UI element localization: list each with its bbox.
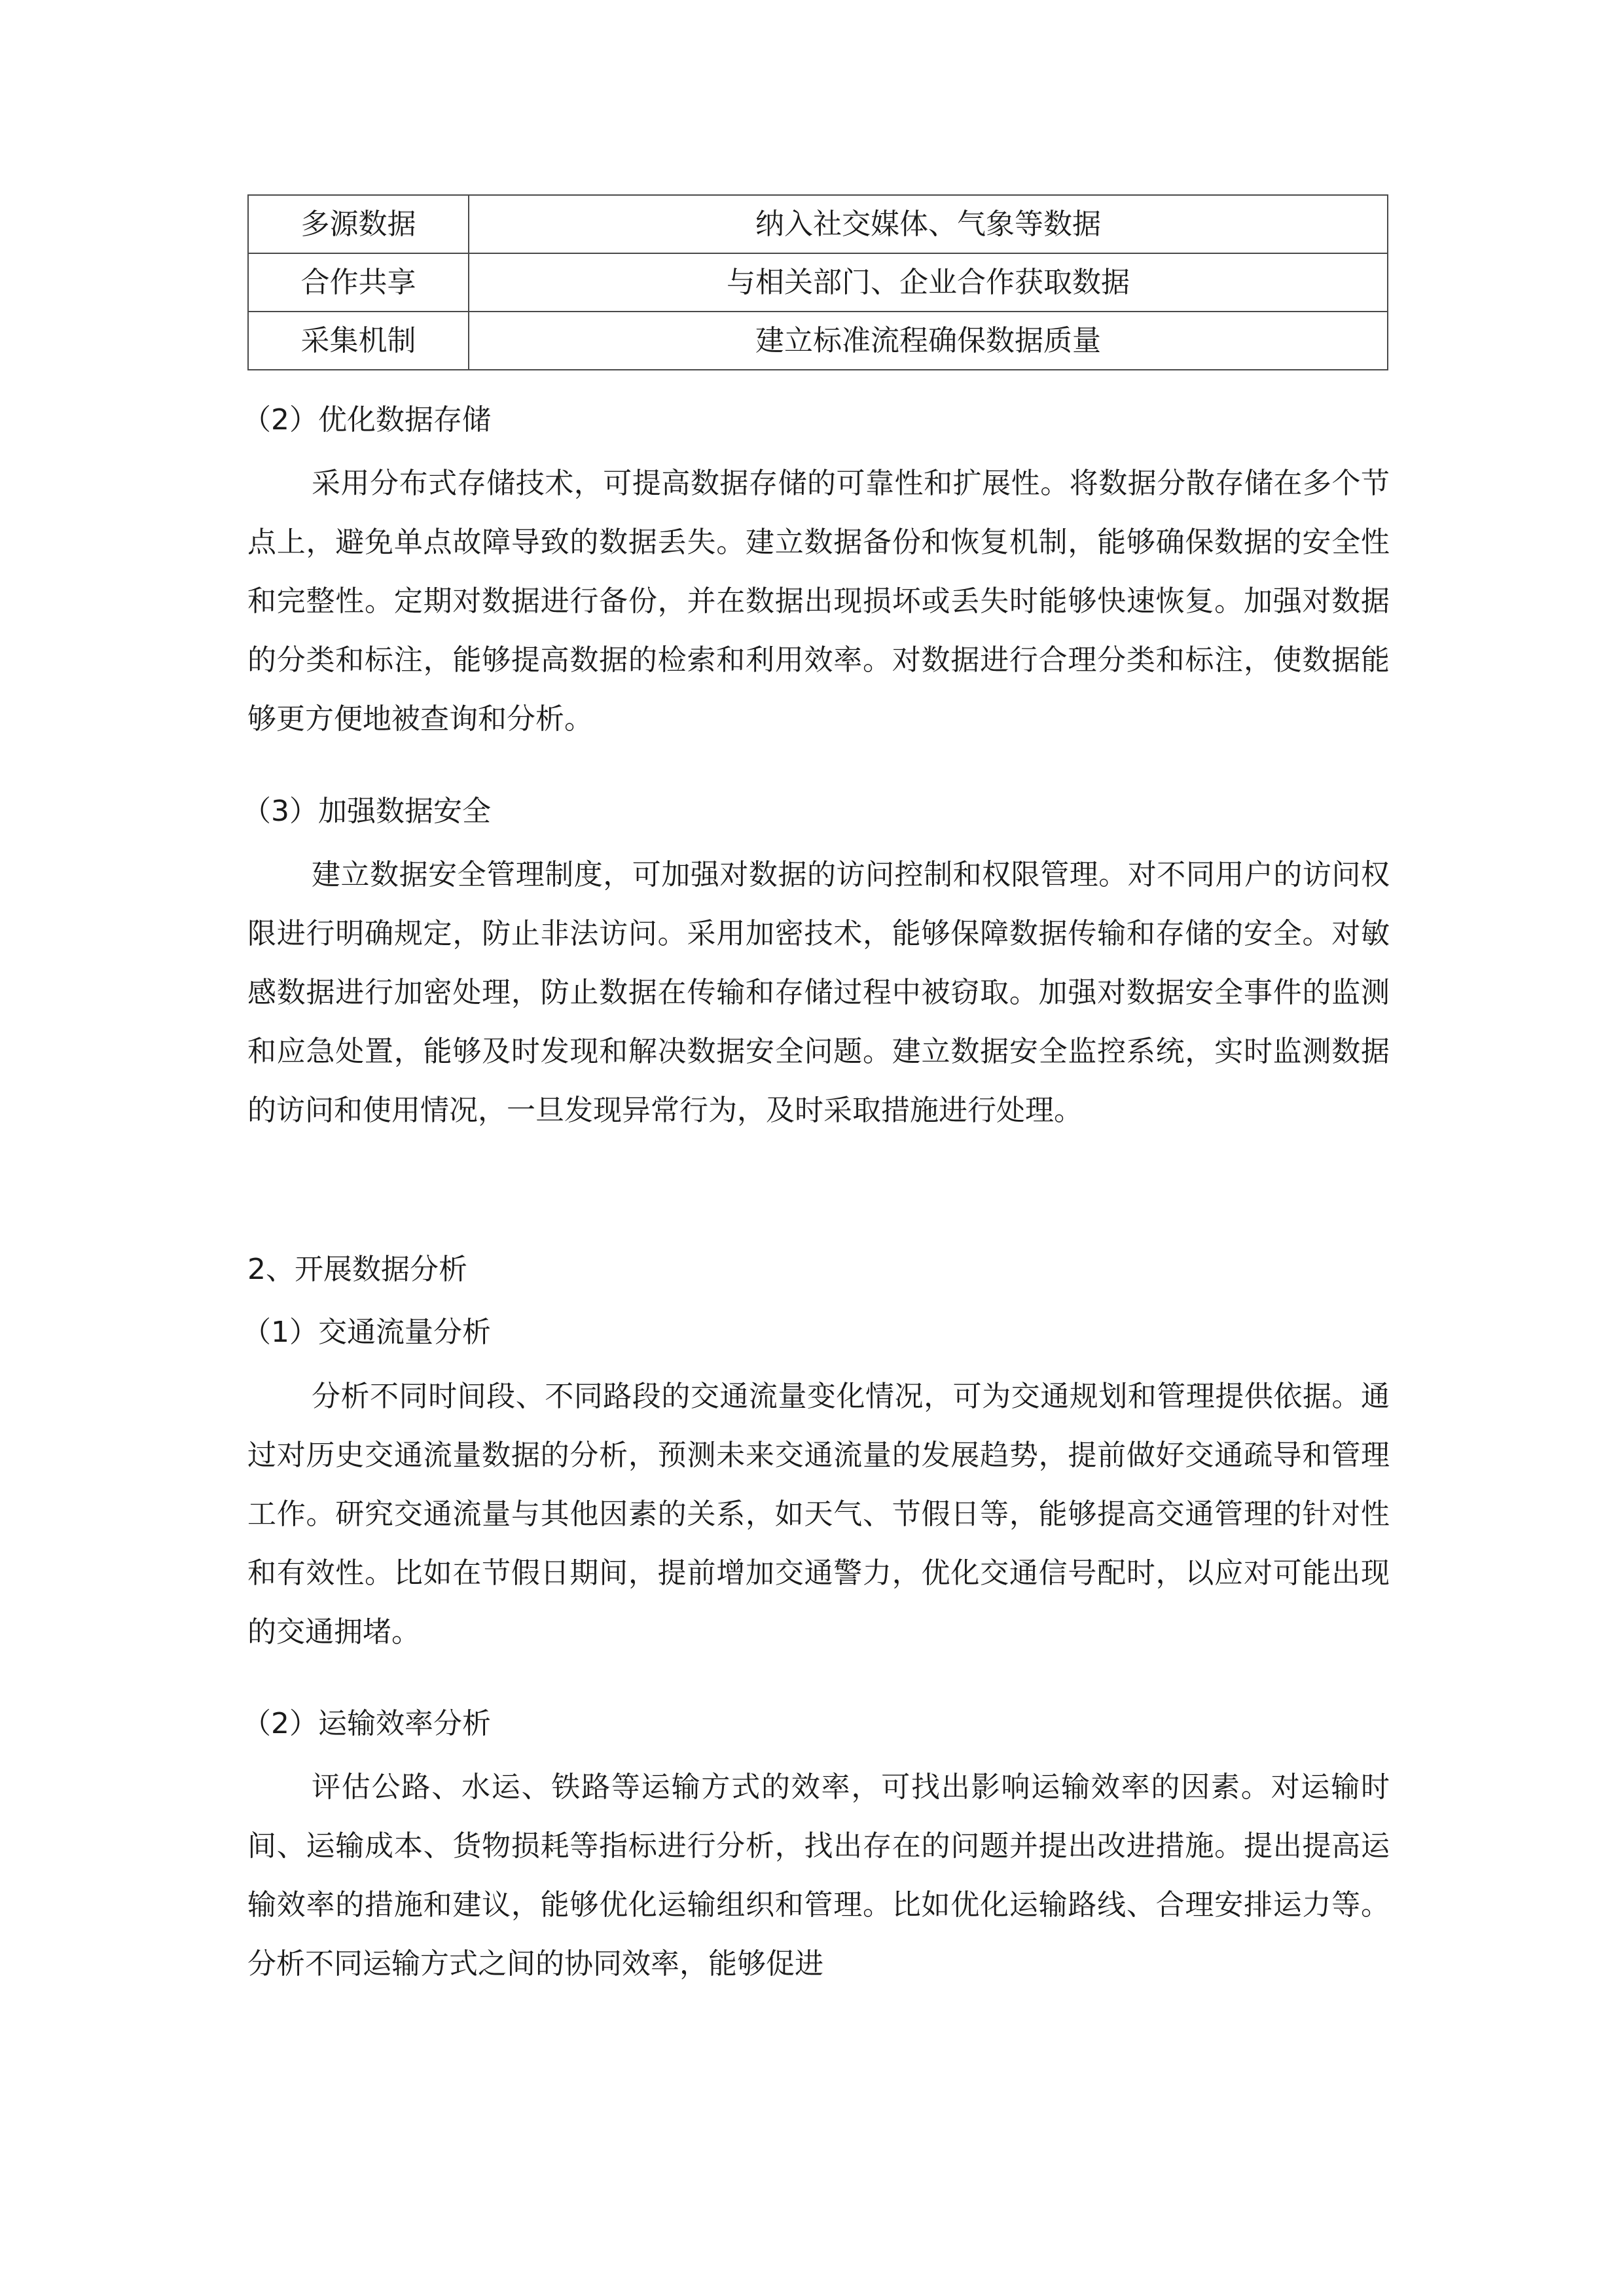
paragraph-storage: 采用分布式存储技术，可提高数据存储的可靠性和扩展性。将数据分散存储在多个节点上，避免单点故障导致的数据丢失。建立数据备份和恢复机制，能够确保数据的安全性和完整性。定期对数据进行备份，并在数据出现损坏或丢失时能够快速恢复。加强对数据的分类和标注，能够提高数据的检索和利用效率。对数据进行合理分类和标注，使数据能够更方便地被查询和分析。 xyxy=(247,467,1390,736)
table-row xyxy=(248,253,1388,312)
table-cell-value: 纳入社交媒体、气象等数据 xyxy=(469,195,1388,253)
section-heading-transport-efficiency: （2）运输效率分析 xyxy=(242,1707,491,1740)
section-heading-data-analysis: 2、开展数据分析 xyxy=(247,1253,467,1286)
section-heading-traffic-flow: （1）交通流量分析 xyxy=(242,1316,491,1349)
paragraph-traffic-flow: 分析不同时间段、不同路段的交通流量变化情况，可为交通规划和管理提供依据。通过对历史交通流量数据的分析，预测未来交通流量的发展趋势，提前做好交通疏导和管理工作。研究交通流量与其他因素的关系，如天气、节假日等，能够提高交通管理的针对性和有效性。比如在节假日期间，提前增加交通警力，优化交通信号配时，以应对可能出现的交通拥堵。 xyxy=(247,1380,1390,1649)
data-collection-table xyxy=(247,194,1388,370)
table-cell-label: 采集机制 xyxy=(248,312,469,370)
section-heading-storage: （2）优化数据存储 xyxy=(242,403,491,437)
table-row xyxy=(248,195,1388,253)
table-cell-value: 与相关部门、企业合作获取数据 xyxy=(469,253,1388,312)
table-row xyxy=(248,312,1388,370)
section-heading-security: （3）加强数据安全 xyxy=(242,795,491,828)
table-cell-label: 多源数据 xyxy=(248,195,469,253)
table-cell-label: 合作共享 xyxy=(248,253,469,312)
paragraph-security: 建立数据安全管理制度，可加强对数据的访问控制和权限管理。对不同用户的访问权限进行明确规定，防止非法访问。采用加密技术，能够保障数据传输和存储的安全。对敏感数据进行加密处理，防止数据在传输和存储过程中被窃取。加强对数据安全事件的监测和应急处置，能够及时发现和解决数据安全问题。建立数据安全监控系统，实时监测数据的访问和使用情况，一旦发现异常行为，及时采取措施进行处理。 xyxy=(247,858,1390,1127)
paragraph-transport-efficiency: 评估公路、水运、铁路等运输方式的效率，可找出影响运输效率的因素。对运输时间、运输成本、货物损耗等指标进行分析，找出存在的问题并提出改进措施。提出提高运输效率的措施和建议，能够优化运输组织和管理。比如优化运输路线、合理安排运力等。分析不同运输方式之间的协同效率，能够促进 xyxy=(247,1770,1390,1981)
table-cell-value: 建立标准流程确保数据质量 xyxy=(469,312,1388,370)
